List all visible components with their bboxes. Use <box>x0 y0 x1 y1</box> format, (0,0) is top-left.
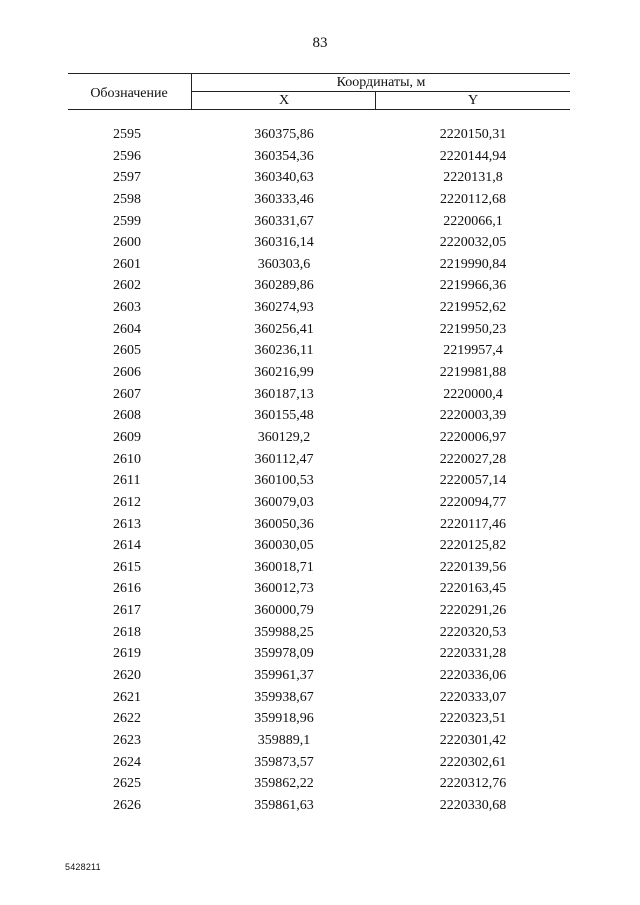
table-row <box>0 405 640 427</box>
row-designation: 2604 <box>113 321 141 337</box>
row-x-coordinate: 360274,93 <box>254 300 314 316</box>
table-row <box>0 600 640 622</box>
row-designation: 2624 <box>113 754 141 770</box>
table-row <box>0 470 640 492</box>
row-x-coordinate: 359889,1 <box>257 732 311 748</box>
row-y-coordinate: 2219957,4 <box>443 343 503 359</box>
row-designation: 2611 <box>113 473 141 489</box>
table-row <box>0 622 640 644</box>
row-y-coordinate: 2220125,82 <box>439 538 507 554</box>
row-y-coordinate: 2219990,84 <box>439 256 507 272</box>
table-row <box>0 189 640 211</box>
row-y-coordinate: 2220032,05 <box>439 235 507 251</box>
row-x-coordinate: 360340,63 <box>254 170 314 186</box>
row-x-coordinate: 360079,03 <box>254 494 314 510</box>
table-row <box>0 708 640 730</box>
row-x-coordinate: 359978,09 <box>254 646 314 662</box>
row-x-coordinate: 360216,99 <box>254 365 314 381</box>
row-x-coordinate: 360354,36 <box>254 148 314 164</box>
row-x-coordinate: 360187,13 <box>254 386 314 402</box>
row-x-coordinate: 359862,22 <box>254 776 314 792</box>
row-y-coordinate: 2220066,1 <box>443 213 503 229</box>
row-x-coordinate: 359918,96 <box>254 711 314 727</box>
table-row <box>0 643 640 665</box>
row-designation: 2595 <box>113 127 141 142</box>
table-row <box>0 730 640 752</box>
header-mid-rule <box>192 91 570 92</box>
row-x-coordinate: 360012,73 <box>254 581 314 597</box>
row-x-coordinate: 360256,41 <box>254 321 314 337</box>
row-designation: 2615 <box>113 559 141 575</box>
row-y-coordinate: 2220003,39 <box>439 408 507 424</box>
row-designation: 2602 <box>113 278 141 294</box>
table-row <box>0 146 640 168</box>
row-y-coordinate: 2220336,06 <box>439 668 507 684</box>
row-designation: 2597 <box>113 170 141 186</box>
table-row <box>0 427 640 449</box>
table-row <box>0 578 640 600</box>
row-designation: 2621 <box>113 689 141 705</box>
row-y-coordinate: 2219981,88 <box>439 365 507 381</box>
column-header-y: Y <box>467 93 479 108</box>
row-x-coordinate: 360333,46 <box>254 191 314 207</box>
row-designation: 2607 <box>113 386 141 402</box>
row-y-coordinate: 2220131,8 <box>443 170 503 186</box>
row-y-coordinate: 2220027,28 <box>439 451 507 467</box>
table-row <box>0 514 640 536</box>
row-x-coordinate: 360289,86 <box>254 278 314 294</box>
row-designation: 2618 <box>113 624 141 640</box>
row-designation: 2610 <box>113 451 141 467</box>
row-designation: 2606 <box>113 365 141 381</box>
row-designation: 2616 <box>113 581 141 597</box>
row-x-coordinate: 360375,86 <box>254 127 314 142</box>
page-number: 83 <box>312 35 328 51</box>
table-row <box>0 687 640 709</box>
row-y-coordinate: 2220144,94 <box>439 148 507 164</box>
column-header-x: X <box>278 93 290 108</box>
row-x-coordinate: 360155,48 <box>254 408 314 424</box>
row-y-coordinate: 2220291,26 <box>439 603 507 619</box>
row-designation: 2613 <box>113 516 141 532</box>
header-top-rule <box>68 73 570 74</box>
row-x-coordinate: 360100,53 <box>254 473 314 489</box>
row-y-coordinate: 2220150,31 <box>439 127 507 142</box>
table-row <box>0 254 640 276</box>
row-y-coordinate: 2220333,07 <box>439 689 507 705</box>
row-x-coordinate: 360000,79 <box>254 603 314 619</box>
row-y-coordinate: 2220330,68 <box>439 797 507 813</box>
row-x-coordinate: 359873,57 <box>254 754 314 770</box>
row-x-coordinate: 360030,05 <box>254 538 314 554</box>
row-designation: 2608 <box>113 408 141 424</box>
row-x-coordinate: 359961,37 <box>254 668 314 684</box>
table-row <box>0 535 640 557</box>
row-y-coordinate: 2220312,76 <box>439 776 507 792</box>
row-x-coordinate: 360236,11 <box>254 343 314 359</box>
row-designation: 2609 <box>113 429 141 445</box>
header-bottom-rule <box>68 109 570 110</box>
row-designation: 2605 <box>113 343 141 359</box>
row-designation: 2617 <box>113 603 141 619</box>
row-y-coordinate: 2220117,46 <box>440 516 506 532</box>
row-x-coordinate: 360112,47 <box>254 451 314 467</box>
row-designation: 2603 <box>113 300 141 316</box>
row-designation: 2625 <box>113 776 141 792</box>
document-code: 5428211 <box>65 862 101 872</box>
row-x-coordinate: 360303,6 <box>257 256 311 272</box>
table-row <box>0 124 640 146</box>
table-row <box>0 795 640 817</box>
row-designation: 2598 <box>113 191 141 207</box>
row-y-coordinate: 2220112,68 <box>440 191 506 207</box>
row-y-coordinate: 2220302,61 <box>439 754 507 770</box>
table-row <box>0 167 640 189</box>
table-row <box>0 665 640 687</box>
row-designation: 2614 <box>113 538 141 554</box>
row-x-coordinate: 359938,67 <box>254 689 314 705</box>
row-x-coordinate: 359988,25 <box>254 624 314 640</box>
row-designation: 2600 <box>113 235 141 251</box>
row-designation: 2599 <box>113 213 141 229</box>
table-row <box>0 773 640 795</box>
row-y-coordinate: 2220139,56 <box>439 559 507 575</box>
table-row <box>0 319 640 341</box>
row-y-coordinate: 2220006,97 <box>439 429 507 445</box>
row-y-coordinate: 2220331,28 <box>439 646 507 662</box>
row-y-coordinate: 2219950,23 <box>439 321 507 337</box>
row-designation: 2620 <box>113 668 141 684</box>
table-row <box>0 449 640 471</box>
row-designation: 2601 <box>113 256 141 272</box>
coordinates-table-body <box>0 124 640 817</box>
table-row <box>0 340 640 362</box>
row-designation: 2619 <box>113 646 141 662</box>
row-designation: 2596 <box>113 148 141 164</box>
table-row <box>0 232 640 254</box>
row-designation: 2623 <box>113 732 141 748</box>
row-y-coordinate: 2220301,42 <box>439 732 507 748</box>
row-designation: 2622 <box>113 711 141 727</box>
row-designation: 2626 <box>113 797 141 813</box>
table-row <box>0 557 640 579</box>
row-designation: 2612 <box>113 494 141 510</box>
column-header-coordinates: Координаты, м <box>336 75 426 90</box>
row-y-coordinate: 2220094,77 <box>439 494 507 510</box>
row-y-coordinate: 2219952,62 <box>439 300 507 316</box>
row-y-coordinate: 2220163,45 <box>439 581 507 597</box>
table-row <box>0 297 640 319</box>
row-y-coordinate: 2220000,4 <box>443 386 503 402</box>
row-y-coordinate: 2220320,53 <box>439 624 507 640</box>
row-y-coordinate: 2219966,36 <box>439 278 507 294</box>
table-row <box>0 492 640 514</box>
column-header-designation: Обозначение <box>90 86 168 101</box>
row-x-coordinate: 360050,36 <box>254 516 314 532</box>
table-row <box>0 275 640 297</box>
table-row <box>0 211 640 233</box>
row-x-coordinate: 359861,63 <box>254 797 314 813</box>
table-row <box>0 384 640 406</box>
row-y-coordinate: 2220323,51 <box>439 711 507 727</box>
table-row <box>0 362 640 384</box>
table-row <box>0 752 640 774</box>
row-x-coordinate: 360018,71 <box>254 559 314 575</box>
row-x-coordinate: 360316,14 <box>254 235 314 251</box>
row-x-coordinate: 360129,2 <box>257 429 311 445</box>
table-header <box>0 0 640 120</box>
row-y-coordinate: 2220057,14 <box>439 473 507 489</box>
row-x-coordinate: 360331,67 <box>254 213 314 229</box>
